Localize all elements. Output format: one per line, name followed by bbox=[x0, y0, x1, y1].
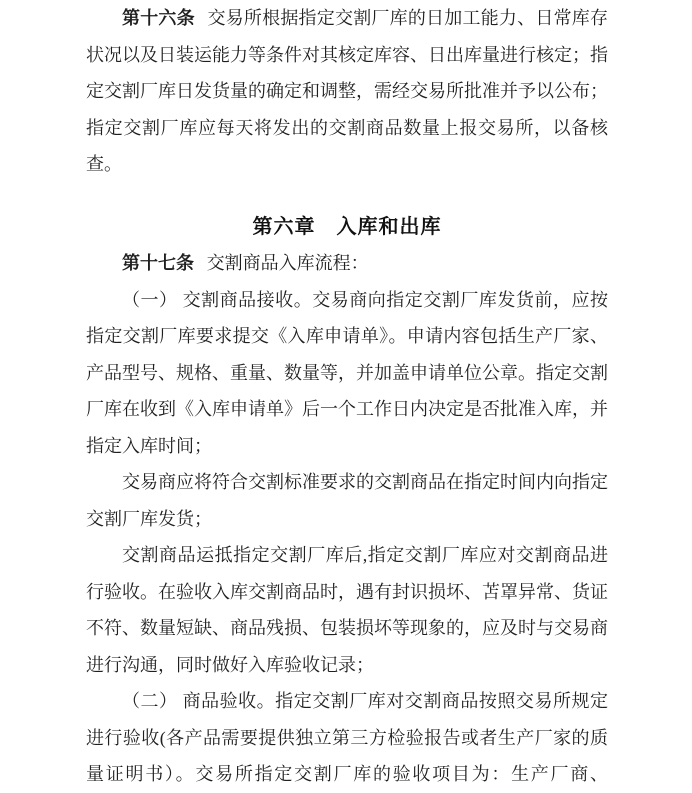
document-page bbox=[86, 0, 608, 793]
clause-trader-shipping: 交易商应将符合交割标准要求的交割商品在指定时间内向指定交割厂库发货； bbox=[86, 472, 608, 529]
article-16-label: 第十六条 bbox=[122, 8, 195, 28]
article-16-body: 交易所根据指定交割厂库的日加工能力、日常库存状况以及日装运能力等条件对其核定库容、日出库量进行核定；指定交割厂库日发货量的确定和调整，需经交易所批准并予以公布；指定交割厂库应每天将发出的交割商品数量上报交易所，以备核查。 bbox=[86, 8, 609, 174]
paragraph-article-17 bbox=[86, 245, 608, 282]
clause-arrival-acceptance: 交割商品运抵指定交割厂库后,指定交割厂库应对交割商品进行验收。在验收入库交割商品时，遇有封识损坏、苫罩异常、货证不符、数量短缺、商品残损、包装损坏等现象的，应及时与交易商进行沟通，同时做好入库验收记录； bbox=[86, 545, 608, 675]
clause-item-2-goods-inspection: （二） 商品验收。指定交割厂库对交割商品按照交易所规定进行验收(各产品需要提供独立第三方检验报告或者生产厂家的质量证明书）。交易所指定交割厂库的验收项目为：生产厂商、 bbox=[86, 691, 608, 784]
clause-item-1-goods-receiving: （一） 交割商品接收。交易商向指定交割厂库发货前，应按指定交割厂库要求提交《入库申请单》。申请内容包括生产厂家、产品型号、规格、重量、数量等，并加盖申请单位公章。指定交割厂库在收到《入库申请单》后一个工作日内决定是否批准入库，并指定入库时间； bbox=[86, 289, 608, 456]
article-17-label: 第十七条 bbox=[122, 253, 194, 273]
chapter-6-heading: 第六章 入库和出库 bbox=[252, 215, 442, 238]
article-17-body: 交割商品入库流程： bbox=[206, 253, 369, 273]
paragraph-article-16 bbox=[86, 0, 608, 183]
